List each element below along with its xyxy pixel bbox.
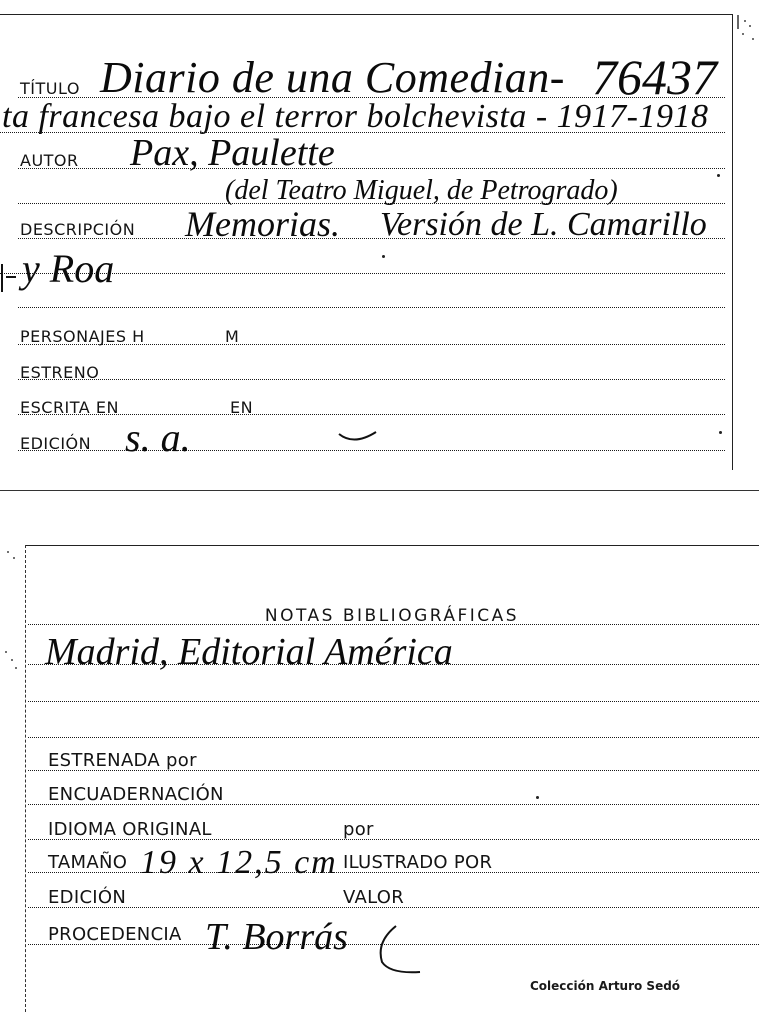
label-valor: VALOR [343, 887, 405, 908]
pen-curve-stroke [381, 926, 420, 972]
notas-line-3 [28, 701, 759, 702]
scan-speckle-dot [752, 38, 754, 40]
scan-speckle-dot [5, 651, 7, 653]
handwritten-title-line-1: Diario de una Comedian- [100, 53, 565, 102]
front-card-top-edge [0, 14, 733, 15]
back-card-left-edge [25, 545, 26, 1012]
front-card-right-edge [732, 14, 733, 470]
autor-line [18, 168, 725, 169]
scan-speckle-dot [744, 20, 746, 22]
handwritten-tamano: 19 x 12,5 cm [140, 844, 338, 881]
label-escrita-en: ESCRITA EN [20, 398, 119, 417]
handwritten-notas: Madrid, Editorial América [45, 631, 453, 673]
label-estreno: ESTRENO [20, 363, 100, 382]
label-personajes-h: PERSONAJES H [20, 327, 145, 346]
descripcion-extra-line [18, 307, 725, 308]
margin-pen-mark [0, 262, 18, 294]
collection-stamp: Colección Arturo Sedó [530, 979, 681, 993]
label-encuadernacion: ENCUADERNACIÓN [48, 784, 224, 805]
ink-speck [382, 255, 385, 258]
label-titulo: TÍTULO [20, 79, 80, 98]
notas-line-4 [28, 737, 759, 738]
scan-speckle-left [2, 548, 20, 678]
handwritten-author-note: (del Teatro Miguel, de Petrogrado) [225, 175, 618, 206]
ink-speck [719, 431, 722, 434]
label-descripcion: DESCRIPCIÓN [20, 220, 136, 239]
pen-curve-mark [370, 922, 424, 978]
label-tamano: TAMAÑO [48, 852, 128, 873]
handwritten-description-1: Memorias. [185, 204, 340, 244]
scan-speckle-dot [11, 659, 13, 661]
label-escrita-en-2: EN [230, 398, 254, 417]
handwritten-title-line-2: ta francesa bajo el terror bolchevista - 1917-1918 [2, 98, 709, 135]
pen-flourish-stroke [339, 432, 376, 440]
card-divider-line [0, 490, 759, 491]
label-autor: AUTOR [20, 151, 79, 170]
label-estrenada-por: ESTRENADA por [48, 750, 197, 771]
ink-speck [536, 796, 539, 799]
label-edicion-back: EDICIÓN [48, 887, 127, 908]
notas-heading: NOTAS BIBLIOGRÁFICAS [264, 606, 520, 626]
scan-speckle-dot [749, 25, 751, 27]
scan-speckle-dot [15, 667, 17, 669]
scan-speckle-dot [742, 33, 744, 35]
ink-speck [717, 174, 720, 177]
scan-speckle-top-right [735, 15, 757, 45]
label-edicion: EDICIÓN [20, 434, 92, 453]
scan-speckle-dot [7, 551, 9, 553]
label-por: por [343, 819, 374, 840]
pen-flourish [336, 428, 380, 448]
handwritten-author: Pax, Paulette [130, 132, 335, 174]
scan-speckle-dot [13, 557, 15, 559]
handwritten-description-3: y Roa [22, 246, 115, 291]
label-personajes-m: M [225, 327, 240, 346]
handwritten-edition: s. a. [125, 415, 191, 460]
label-ilustrado-por: ILUSTRADO POR [343, 852, 493, 873]
handwritten-description-2: Versión de L. Camarillo [380, 206, 707, 243]
handwritten-procedencia: T. Borrás [205, 916, 348, 958]
handwritten-catalog-number: 76437 [592, 49, 717, 105]
back-card-top-edge [25, 545, 759, 546]
label-procedencia: PROCEDENCIA [48, 924, 182, 945]
estreno-line [18, 379, 725, 380]
notas-line-1 [28, 624, 759, 625]
label-idioma-original: IDIOMA ORIGINAL [48, 819, 212, 840]
